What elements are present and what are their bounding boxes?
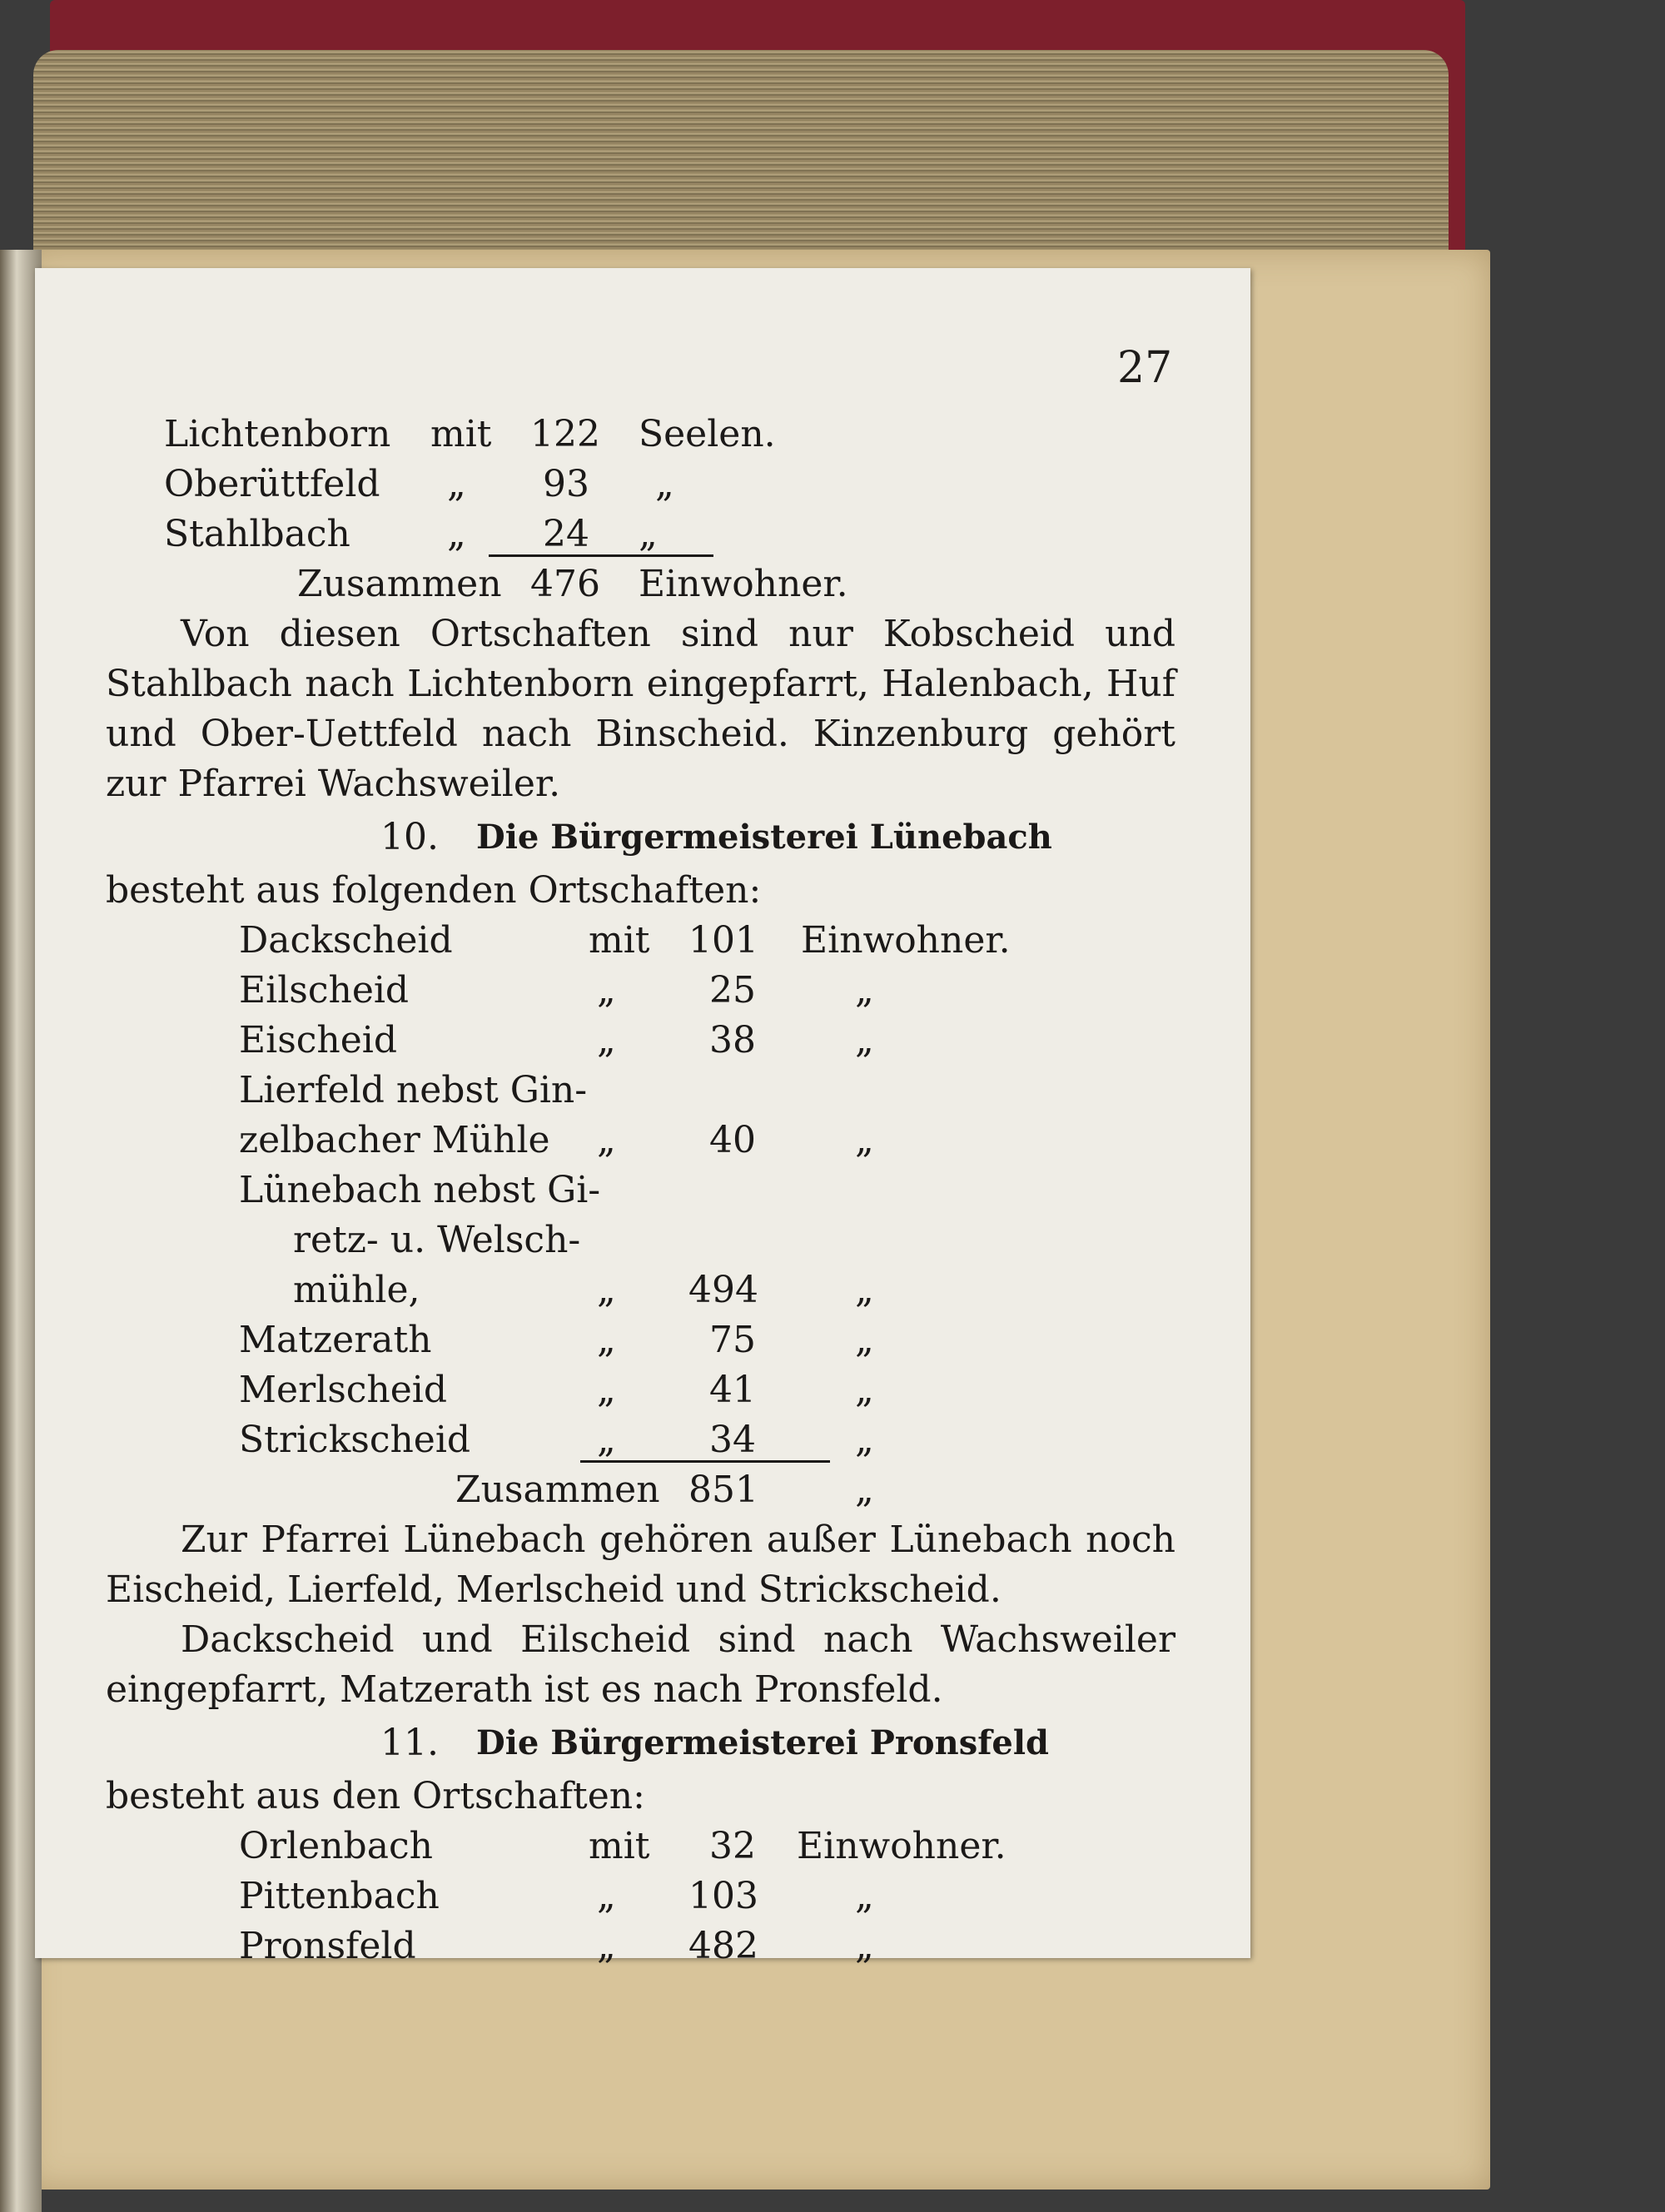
place-name: Dackscheid [239, 919, 453, 962]
population-table-1 [106, 410, 1175, 609]
table-row [106, 460, 1175, 510]
section-intro: besteht aus folgenden Ortschaften: [106, 869, 762, 912]
population-table-2 [106, 916, 1175, 1515]
place-name: Strickscheid [239, 1419, 471, 1461]
section-heading [106, 809, 1175, 866]
table-row [106, 1016, 1175, 1066]
count: 103 [688, 1875, 758, 1917]
unit: „ [855, 1419, 874, 1461]
place-name: Matzerath [239, 1319, 432, 1361]
mark: „ [447, 513, 466, 555]
unit: „ [855, 1369, 874, 1411]
unit: „ [855, 1319, 874, 1361]
place-name: Eischeid [239, 1019, 398, 1061]
table-row [106, 1822, 1175, 1872]
table-row [106, 1066, 1175, 1116]
mark: „ [597, 1419, 616, 1461]
total-row [106, 1465, 1175, 1515]
mark: „ [597, 1119, 616, 1161]
count: 24 [543, 513, 589, 555]
place-name: Lünebach nebst Gi- [239, 1169, 601, 1211]
total-label: Zusammen [455, 1469, 660, 1511]
page-edges [33, 50, 1449, 266]
table-row [106, 1265, 1175, 1315]
section-number: 10. [380, 816, 439, 858]
place-name: Pronsfeld [239, 1925, 416, 1967]
count: 40 [709, 1119, 756, 1161]
table-row [106, 1166, 1175, 1215]
place-name: Pittenbach [239, 1875, 440, 1917]
total-row [106, 559, 1175, 609]
mark: mit [589, 919, 650, 962]
unit: „ [639, 513, 658, 555]
unit: „ [855, 969, 874, 1012]
place-name: Lichtenborn [164, 413, 391, 455]
table-row [106, 1116, 1175, 1166]
section-title: Die Bürgermeisterei Pronsfeld [476, 1723, 1050, 1762]
count: 25 [709, 969, 756, 1012]
count: 34 [709, 1419, 756, 1461]
mark: „ [447, 463, 466, 505]
table-row [106, 966, 1175, 1016]
section-intro: besteht aus den Ortschaften: [106, 1775, 645, 1817]
unit: Seelen. [639, 413, 776, 455]
page-number: 27 [1117, 343, 1173, 393]
count: 494 [688, 1269, 758, 1311]
page-text [106, 410, 1175, 1971]
place-name: retz- u. Welsch- [293, 1219, 581, 1261]
unit: „ [655, 463, 674, 505]
count: 38 [709, 1019, 756, 1061]
paragraph: Von diesen Ortschaften sind nur Kobscheid und Stahlbach nach Lichtenborn eingepfarrt, Halenbach, Huf und Ober-Uettfeld nach Binscheid. Kinzenburg gehört zur Pfarrei Wachsweiler. [106, 613, 1175, 805]
mark: „ [597, 1369, 616, 1411]
unit: „ [855, 1019, 874, 1061]
table-row [106, 1415, 1175, 1465]
place-name: Orlenbach [239, 1825, 433, 1867]
table-row [106, 916, 1175, 966]
count: 32 [709, 1825, 756, 1867]
unit: Einwohner. [797, 1825, 1006, 1867]
mark: „ [597, 1319, 616, 1361]
count: 122 [530, 413, 600, 455]
count: 93 [543, 463, 589, 505]
place-name: Oberüttfeld [164, 463, 380, 505]
unit: „ [855, 1119, 874, 1161]
table-row [106, 1215, 1175, 1265]
mark: „ [597, 969, 616, 1012]
table-row [106, 1365, 1175, 1415]
mark: „ [597, 1925, 616, 1967]
count: 41 [709, 1369, 756, 1411]
paragraph: Dackscheid und Eilscheid sind nach Wachsweiler eingepfarrt, Matzerath ist es nach Pronsfeld. [106, 1618, 1175, 1711]
mark: mit [589, 1825, 650, 1867]
unit: „ [855, 1925, 874, 1967]
table-row [106, 1921, 1175, 1971]
count: 482 [688, 1925, 758, 1967]
place-name: Lierfeld nebst Gin- [239, 1069, 588, 1111]
count: 75 [709, 1319, 756, 1361]
count: 101 [688, 919, 758, 962]
table-row [106, 1872, 1175, 1921]
total-label: Zusammen [297, 563, 502, 605]
place-name: zelbacher Mühle [239, 1119, 550, 1161]
table-row [106, 510, 1175, 559]
place-name: Stahlbach [164, 513, 350, 555]
paragraph: Zur Pfarrei Lünebach gehören außer Lünebach noch Eischeid, Lierfeld, Merlscheid und Strickscheid. [106, 1519, 1175, 1611]
place-name: mühle, [293, 1269, 420, 1311]
mark: „ [597, 1269, 616, 1311]
mark: „ [597, 1019, 616, 1061]
unit: „ [855, 1269, 874, 1311]
mark: „ [597, 1875, 616, 1917]
total-count: 476 [530, 563, 600, 605]
table-row [106, 1315, 1175, 1365]
total-unit: „ [855, 1469, 874, 1511]
unit: Einwohner. [801, 919, 1011, 962]
book-page [35, 268, 1250, 1967]
place-name: Eilscheid [239, 969, 410, 1012]
population-table-3 [106, 1822, 1175, 1971]
total-count: 851 [688, 1469, 758, 1511]
section-heading [106, 1715, 1175, 1772]
section-title: Die Bürgermeisterei Lünebach [476, 818, 1052, 857]
total-unit: Einwohner. [639, 563, 848, 605]
place-name: Merlscheid [239, 1369, 448, 1411]
unit: „ [855, 1875, 874, 1917]
table-row [106, 410, 1175, 460]
section-number: 11. [380, 1722, 439, 1764]
mark: mit [430, 413, 492, 455]
